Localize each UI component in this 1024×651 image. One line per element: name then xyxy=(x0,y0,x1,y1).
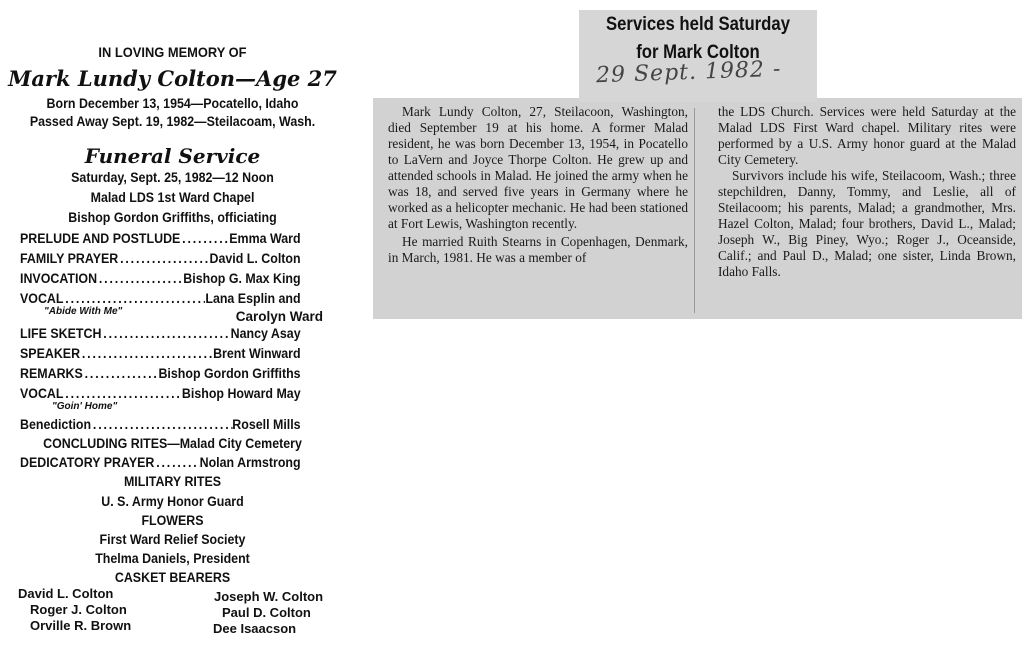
clipping-headline-block xyxy=(579,10,817,102)
program-value: Bishop Gordon Griffiths xyxy=(158,366,301,381)
program-label: PRELUDE AND POSTLUDE xyxy=(20,231,181,246)
bearer-name: Orville R. Brown xyxy=(30,618,132,633)
memory-heading: IN LOVING MEMORY OF xyxy=(98,44,247,60)
program-value: Bishop Howard May xyxy=(181,386,301,401)
program-row xyxy=(20,326,301,341)
bearer-name: Paul D. Colton xyxy=(222,605,311,620)
program-label: VOCAL xyxy=(20,386,64,401)
service-title: Funeral Service xyxy=(84,144,261,168)
program-row xyxy=(20,271,301,286)
article-column-1 xyxy=(388,104,688,266)
program-label: REMARKS xyxy=(20,366,83,381)
flowers-detail: Thelma Daniels, President xyxy=(95,551,250,566)
program-label: FAMILY PRAYER xyxy=(20,251,119,266)
program-value: Brent Winward xyxy=(213,346,301,361)
flowers-detail: First Ward Relief Society xyxy=(99,532,246,547)
program-label: Benediction xyxy=(20,417,92,432)
program-row xyxy=(20,346,301,361)
program-value: Rosell Mills xyxy=(232,417,301,432)
bearer-name: Roger J. Colton xyxy=(30,602,127,617)
program-value: David L. Colton xyxy=(209,251,301,266)
vocal-song-title: "Abide With Me" xyxy=(44,306,123,317)
headline-line-2: for Mark Colton xyxy=(636,42,760,63)
birth-line: Born December 13, 1954—Pocatello, Idaho xyxy=(46,96,299,111)
column-divider xyxy=(694,108,695,313)
program-value: Bishop G. Max King xyxy=(183,271,301,286)
program-label: SPEAKER xyxy=(20,346,81,361)
bearer-name: Joseph W. Colton xyxy=(214,589,324,604)
service-date: Saturday, Sept. 25, 1982—12 Noon xyxy=(71,170,274,185)
vocal-second-performer: Carolyn Ward xyxy=(235,309,323,324)
bearer-name: Dee Isaacson xyxy=(213,621,297,636)
military-detail: U. S. Army Honor Guard xyxy=(101,494,244,509)
headline-line-1: Services held Saturday xyxy=(605,14,791,35)
program-row xyxy=(20,251,301,266)
program-value: Nancy Asay xyxy=(230,326,301,341)
article-column-2 xyxy=(718,104,1016,280)
bearer-name: David L. Colton xyxy=(18,586,114,601)
bearers-heading: CASKET BEARERS xyxy=(114,570,231,585)
death-line: Passed Away Sept. 19, 1982—Steilacoam, Wash. xyxy=(29,114,316,129)
program-label: VOCAL xyxy=(20,291,64,306)
article-paragraph: He married Ruith Stearns in Copenhagen, Denmark, in March, 1981. He was a member of xyxy=(388,234,688,265)
article-paragraph: Survivors include his wife, Steilacoom, Wash.; three stepchildren, Danny, Tommy, and Leslie, all of Steilacoom; his parents, Malad; a grandmother, Mrs. Hazel Colton, Malad; four brothers, David L., Malad; Joseph W., Big Piney, Wyo.; Roger J., Oceanside, Calif.; and Paul D., Malad; one sister, Linda Brown, Idaho Falls. xyxy=(718,168,1016,279)
program-row xyxy=(20,291,301,306)
service-place: Malad LDS 1st Ward Chapel xyxy=(90,190,255,205)
vocal-song-title: "Goin' Home" xyxy=(52,401,118,412)
program-value: Nolan Armstrong xyxy=(199,455,301,470)
program-row xyxy=(20,386,301,401)
program-value: Lana Esplin and xyxy=(205,291,301,306)
program-value: Emma Ward xyxy=(229,231,301,246)
flowers-heading: FLOWERS xyxy=(141,513,204,528)
program-row xyxy=(20,231,301,246)
program-label: INVOCATION xyxy=(20,271,98,286)
program-label: DEDICATORY PRAYER xyxy=(20,455,155,470)
program-label: LIFE SKETCH xyxy=(20,326,102,341)
article-paragraph: Mark Lundy Colton, 27, Steilacoon, Washington, died September 19 at his home. A former Malad resident, he was born December 13, 1954, in Pocatello to LaVern and Joyce Thorpe Colton. He grew up and attended schools in Malad. He joined the army when he was 18, and served five years in Germany where he worked as a helicopter mechanic. He had been stationed at Fort Lewis, Washington recently. xyxy=(388,104,688,231)
program-row xyxy=(20,455,301,470)
program-row xyxy=(20,417,301,432)
concluding-rites: CONCLUDING RITES—Malad City Cemetery xyxy=(43,436,302,451)
military-heading: MILITARY RITES xyxy=(123,474,222,489)
program-row xyxy=(20,366,301,381)
deceased-name-age: Mark Lundy Colton—Age 27 xyxy=(8,66,337,91)
funeral-program-card xyxy=(0,30,345,651)
article-paragraph: the LDS Church. Services were held Saturday at the Malad LDS First Ward chapel. Military rites were performed by a U.S. Army honor guard at the Malad City Cemetery. xyxy=(718,104,1016,167)
officiating-line: Bishop Gordon Griffiths, officiating xyxy=(68,210,277,225)
handwritten-date: 29 Sept. 1982 - xyxy=(595,56,782,89)
